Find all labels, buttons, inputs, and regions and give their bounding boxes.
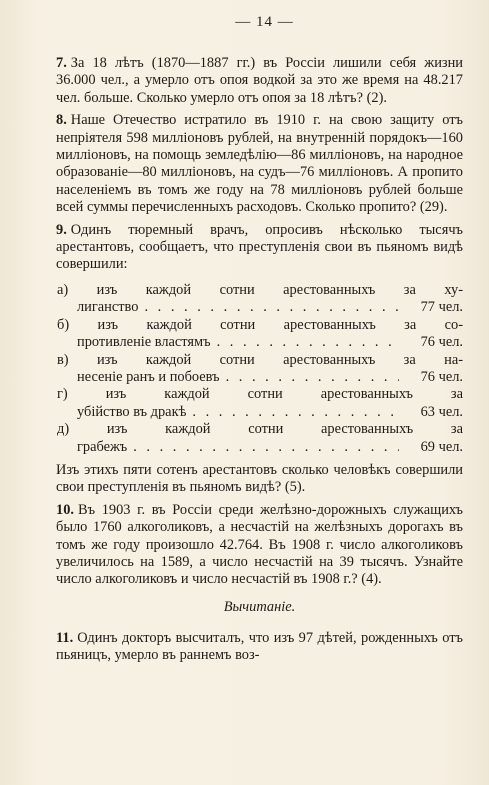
- list-item-value: 76 чел.: [420, 334, 463, 351]
- list-item-text: д) изъ каждой сотни арестованныхъ за: [57, 421, 463, 438]
- problem-9-question: Изъ этихъ пяти сотенъ арестантовъ сколько человѣкъ совершили свои преступленія въ пьяномъ видѣ? (5).: [56, 461, 463, 496]
- dot-leader: [192, 404, 399, 421]
- problem-number: 11.: [56, 629, 74, 646]
- problem-text: Одинъ докторъ высчиталъ, что изъ 97 дѣтей, рожденныхъ отъ пьяницъ, умерло въ раннемъ воз-: [56, 629, 463, 664]
- list-item-value: 77 чел.: [420, 299, 463, 316]
- problem-8: [56, 112, 463, 216]
- problem-number: 9.: [56, 221, 67, 238]
- problem-number: 7.: [56, 55, 67, 71]
- problem-text: Одинъ тюремный врачъ, опросивъ нѣсколько тысячъ арестантовъ, сообщаетъ, что преступленія свои въ пьяномъ видѣ совершили:: [56, 221, 463, 273]
- list-item-value: 63 чел.: [420, 403, 463, 420]
- problem-7: [56, 55, 463, 107]
- list-item: [56, 386, 463, 421]
- problem-9-list: [56, 282, 463, 456]
- problem-text: За 18 лѣтъ (1870—1887 гг.) въ Россіи лишили себя жизни 36.000 чел., а умерло отъ опоя водкой за это же время на 48.217 чел. больше. Сколько умерло отъ опоя за 18 лѣтъ? (2).: [56, 55, 463, 106]
- problem-11: [56, 630, 463, 665]
- problem-9: [56, 222, 463, 274]
- page-number: — 14 —: [235, 14, 294, 30]
- list-item-continuation: грабежъ: [77, 438, 128, 455]
- dot-leader: [144, 299, 399, 316]
- list-item-continuation: лиганство: [77, 299, 139, 316]
- list-item: [56, 282, 463, 317]
- list-item-continuation: несеніе ранъ и побоевъ: [77, 368, 220, 385]
- problem-10: [56, 502, 463, 589]
- list-item-text: а) изъ каждой сотни арестованныхъ за ху-: [57, 281, 463, 298]
- problem-text: Наше Отечество истратило въ 1910 г. на свою защиту отъ непріятеля 598 милліоновъ рублей, на внутренній порядокъ—160 милліоновъ, на помощь земледѣлію—86 милліоновъ, на народное образованіе—80 милліоновъ, на судъ—76 милліоновъ. А пропито населеніемъ въ томъ же году на 78 милліоновъ рублей больше всей суммы перечисленныхъ расходовъ. Сколько пропито? (29).: [56, 112, 463, 216]
- problem-number: 10.: [56, 501, 74, 518]
- dot-leader: [226, 369, 399, 386]
- dot-leader: [133, 439, 399, 456]
- list-item-value: 69 чел.: [420, 438, 463, 455]
- dot-leader: [217, 334, 399, 351]
- list-item-text: б) изъ каждой сотни арестованныхъ за со-: [57, 316, 463, 333]
- list-item-continuation: убійство въ дракѣ: [77, 403, 187, 420]
- problem-number: 8.: [56, 112, 67, 129]
- problem-text: Въ 1903 г. въ Россіи среди желѣзно-дорожныхъ служащихъ было 1760 алкоголиковъ, а несчастій на желѣзныхъ дорогахъ въ томъ же году произошло 42.764. Въ 1908 г. число алкоголиковъ увеличилось на 1589, а число несчастій на 39 тысячъ. Узнайте число алкоголиковъ и число несчастій въ 1908 г.? (4).: [56, 501, 463, 588]
- section-title: Вычитаніе.: [223, 598, 296, 615]
- list-item-text: г) изъ каждой сотни арестованныхъ за: [57, 386, 463, 403]
- list-item: [56, 421, 463, 456]
- list-item-text: в) изъ каждой сотни арестованныхъ за на-: [57, 351, 463, 368]
- list-item: [56, 317, 463, 352]
- list-item-continuation: противленіе властямъ: [77, 334, 211, 351]
- list-item: [56, 352, 463, 387]
- list-item-value: 76 чел.: [420, 368, 463, 385]
